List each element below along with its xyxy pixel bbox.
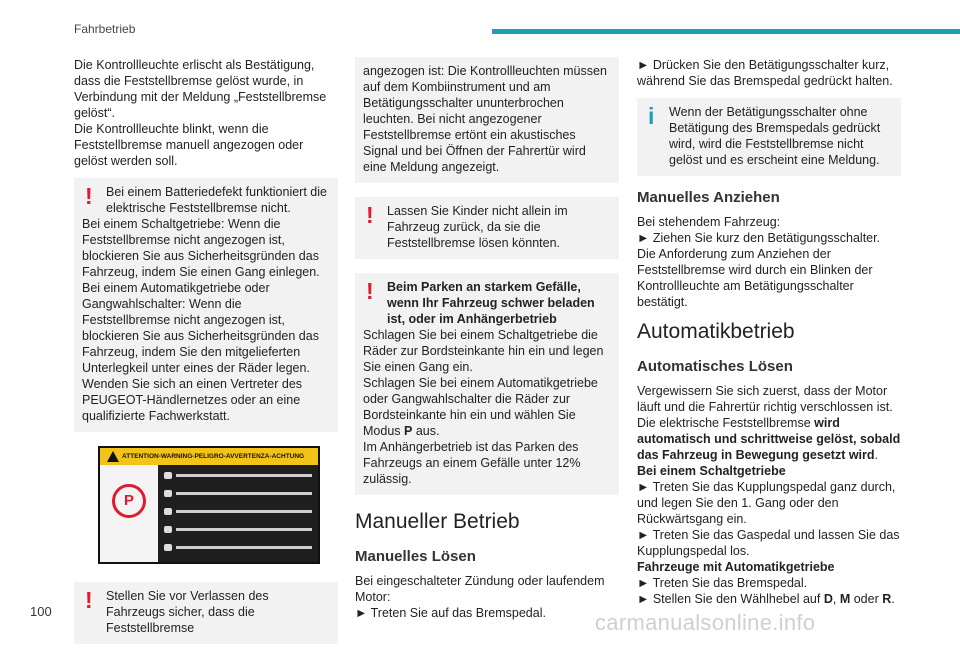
exclamation-icon: ! [366,202,374,228]
parking-brake-icon: P [112,484,146,518]
column-3 [637,57,901,616]
warning-text: Beim Parken an starkem Gefälle, wenn Ihr Fahrzeug schwer beladen ist, oder im Anhängerbetrieb Schlagen Sie bei einem Schaltgetriebe die Räder zur Bordsteinkante hin ein und legen Sie einen Gang ein. Schlagen Sie bei einem Automatikgetriebe oder Gangwahlschalter die Räder zur Bordsteinkante hin ein und wählen Sie Modus P aus. Im Anhängerbetrieb ist das Parken des Fahrzeugs an einem Gefälle unter 12% zulässig. [363,280,604,486]
exclamation-icon: ! [85,183,93,209]
exclamation-icon: ! [85,587,93,613]
heading-manual-release: Manuelles Lösen [355,548,476,565]
heading-automatic-operation: Automatikbetrieb [637,320,795,343]
paragraph: Vergewissern Sie sich zuerst, dass der Motor läuft und die Fahrertür richtig verschlossen ist. Die elektrische Feststellbremse wird automatisch und schrittweise gelöst, sobald das Fahrzeug in Bewegung gesetzt wird. Bei einem Schaltgetriebe ► Treten Sie das Kupplungspedal ganz durch, und legen Sie den 1. Gang oder den Rückwärtsgang ein. ► Treten Sie das Gaspedal und lassen Sie das Kupplungspedal los. Fahrzeuge mit Automatikgetriebe ► Treten Sie das Bremspedal. ► Stellen Sie den Wählhebel auf D, M oder R. [637,384,901,606]
heading-manual-operation: Manueller Betrieb [355,510,520,533]
info-icon: i [648,103,655,129]
watermark: carmanualsonline.info [595,610,816,635]
paragraph: ► Drücken Sie den Betätigungsschalter kurz, während Sie das Bremspedal gedrückt halten. [637,58,893,88]
page-number: 100 [30,604,52,619]
warning-box [355,197,619,259]
label-text-lines [164,470,312,560]
exclamation-icon: ! [366,278,374,304]
warning-text: Stellen Sie vor Verlassen des Fahrzeugs sicher, dass die Feststellbremse [106,589,269,635]
warning-text: Bei einem Batteriedefekt funktioniert die elektrische Feststellbremse nicht. Bei einem Schaltgetriebe: Wenn die Feststellbremse nicht angezogen ist, blockieren Sie aus Sicherheitsgründen das Fahrzeug, indem Sie einen Gang einlegen. Bei einem Automatikgetriebe oder Gangwahlschalter: Wenn die Feststellbremse nicht angezogen ist, blockieren Sie aus Sicherheitsgründen das Fahrzeug, indem Sie den mitgelieferten Unterlegkeil unter eines der Räder legen. Wenden Sie sich an einen Vertreter des PEUGEOT-Händlernetzes oder an eine qualifizierte Fachwerkstatt. [82,185,327,423]
warning-box-continued [355,57,619,183]
section-label: Fahrbetrieb [74,22,136,36]
paragraph: Bei stehendem Fahrzeug: ► Ziehen Sie kurz den Betätigungsschalter. Die Anforderung zum Anziehen der Feststellbremse wird durch ein Blinken der Kontrollleuchte am Betätigungsschalter bestätigt. [637,215,881,309]
warning-text: Lassen Sie Kinder nicht allein im Fahrzeug zurück, da sie die Feststellbremse lösen könnten. [387,204,568,250]
warning-text: angezogen ist: Die Kontrollleuchten müssen auf dem Kombiinstrument und am Betätigungsschalter ununterbrochen leuchten. Bei nicht angezogener Feststellbremse ertönt ein akustisches Signal und bei Öffnen der Fahrertür wird eine Meldung angezeigt. [363,64,607,174]
warning-box [74,178,338,432]
parking-brake-warning-label [98,446,320,564]
column-2 [355,57,619,630]
warning-box [74,582,338,644]
paragraph: Die Kontrollleuchte erlischt als Bestätigung, dass die Feststellbremse gelöst wurde, in Verbindung mit der Meldung „Feststellbremse gelöst“. Die Kontrollleuchte blinkt, wenn die Feststellbremse manuell angezogen oder gelöst werden soll. [74,58,327,168]
heading-automatic-release: Automatisches Lösen [637,358,793,375]
label-banner: ATTENTION-WARNING-PELIGRO-AVVERTENZA-ACHTUNG [100,448,318,465]
header-accent-bar [492,29,960,34]
info-box [637,98,901,176]
paragraph: Bei eingeschalteter Zündung oder laufendem Motor: ► Treten Sie auf das Bremspedal. [355,574,605,620]
heading-manual-apply: Manuelles Anziehen [637,189,780,206]
warning-triangle-icon [107,451,119,462]
info-text: Wenn der Betätigungsschalter ohne Betätigung des Bremspedals gedrückt wird, wird die Feststellbremse nicht gelöst und es erscheint eine Meldung. [669,105,881,167]
warning-box [355,273,619,495]
column-1 [74,57,338,658]
